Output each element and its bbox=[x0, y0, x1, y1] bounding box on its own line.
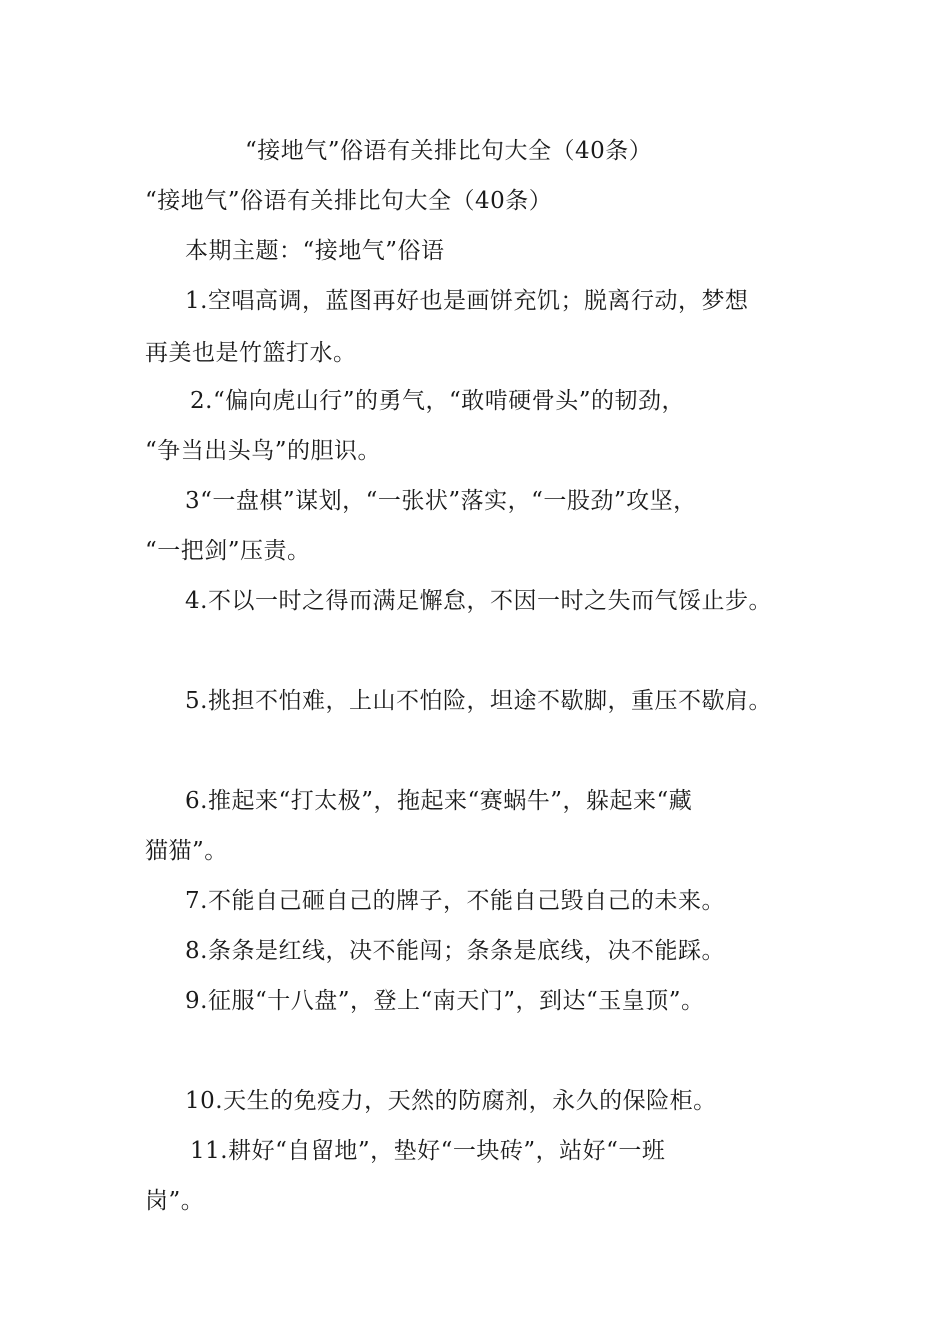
document-subtitle: “接地气”俗语有关排比句大全（40条） bbox=[145, 188, 553, 214]
item-10-line-1: 10.天生的免疫力，天然的防腐剂，永久的保险柜。 bbox=[185, 1088, 717, 1114]
item-11-line-2: 岗”。 bbox=[145, 1188, 205, 1214]
document-title: “接地气”俗语有关排比句大全（40条） bbox=[245, 138, 653, 164]
item-11-line-1: 11.耕好“自留地”，垫好“一块砖”，站好“一班 bbox=[190, 1138, 666, 1164]
item-4-line-1: 4.不以一时之得而满足懈怠，不因一时之失而气馁止步。 bbox=[185, 588, 772, 614]
theme-line: 本期主题：“接地气”俗语 bbox=[185, 238, 445, 264]
item-5-line-1: 5.挑担不怕难，上山不怕险，坦途不歇脚，重压不歇肩。 bbox=[185, 688, 772, 714]
item-6-line-2: 猫猫”。 bbox=[145, 838, 228, 864]
item-1-line-2: 再美也是竹篮打水。 bbox=[145, 340, 357, 366]
item-1-line-1: 1.空唱高调，蓝图再好也是画饼充饥；脱离行动，梦想 bbox=[185, 288, 749, 314]
item-6-line-1: 6.推起来“打太极”，拖起来“赛蜗牛”，躲起来“藏 bbox=[185, 788, 693, 814]
item-2-line-1: 2.“偏向虎山行”的勇气，“敢啃硬骨头”的韧劲， bbox=[190, 388, 685, 414]
item-3-line-2: “一把剑”压责。 bbox=[145, 538, 311, 564]
item-8-line-1: 8.条条是红线，决不能闯；条条是底线，决不能踩。 bbox=[185, 938, 725, 964]
item-7-line-1: 7.不能自己砸自己的牌子，不能自己毁自己的未来。 bbox=[185, 888, 725, 914]
item-9-line-1: 9.征服“十八盘”，登上“南天门”，到达“玉皇顶”。 bbox=[185, 988, 705, 1014]
item-2-line-2: “争当出头鸟”的胆识。 bbox=[145, 438, 382, 464]
item-3-line-1: 3“一盘棋”谋划，“一张状”落实，“一股劲”攻坚， bbox=[185, 488, 697, 514]
